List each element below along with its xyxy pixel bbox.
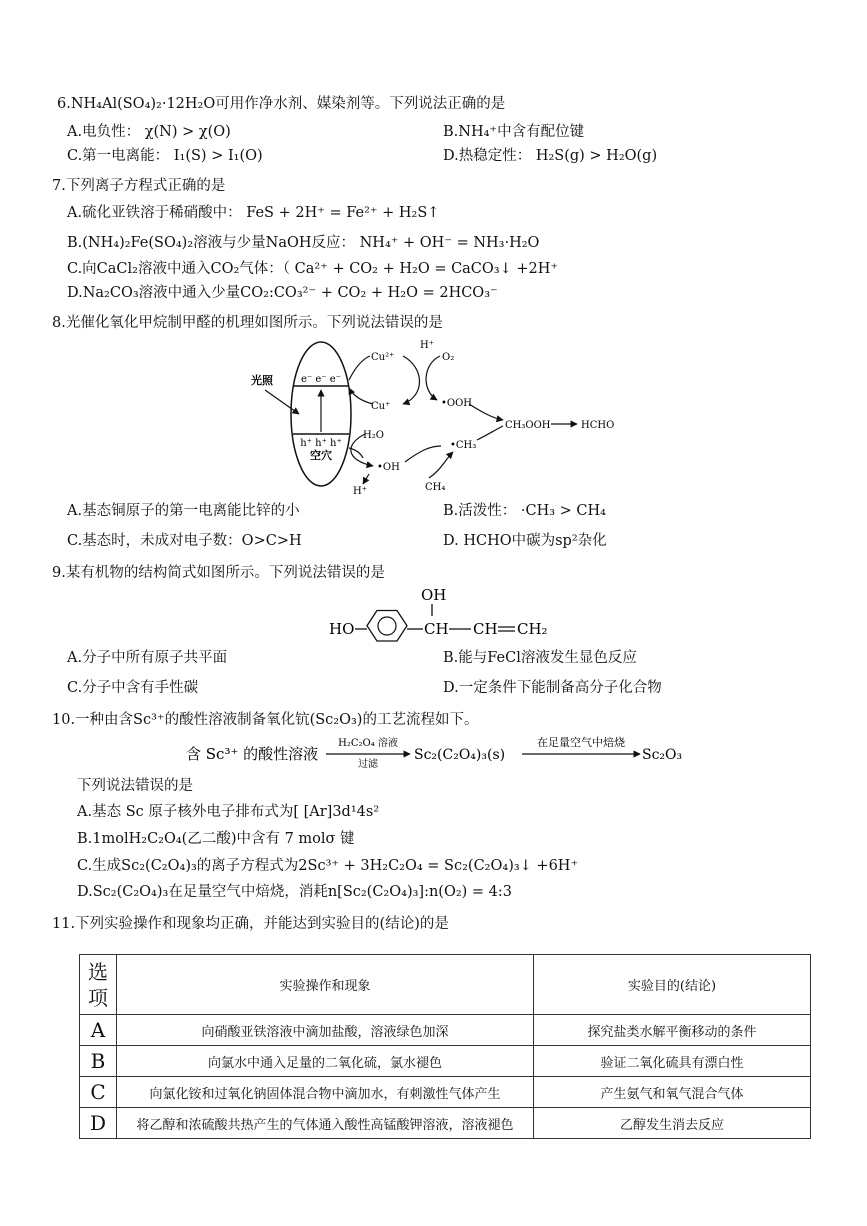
row-c-option: C	[80, 1077, 117, 1108]
cu2-label: Cu²⁺	[371, 352, 395, 363]
electrons-label: e⁻ e⁻ e⁻	[301, 374, 341, 385]
flow-start: 含 Sc³⁺ 的酸性溶液	[186, 745, 319, 763]
q11-stem: 11.下列实验操作和现象均正确，并能达到实验目的(结论)的是	[52, 916, 449, 932]
row-c-operation: 向氯化铵和过氧化钠固体混合物中滴加水，有刺激性气体产生	[117, 1077, 534, 1108]
ch3-to-ch3ooh-arrow	[477, 426, 503, 440]
hole-caption: 空穴	[310, 449, 332, 462]
table-header-row	[80, 955, 811, 1015]
q7-option-c: C.向CaCl₂溶液中通入CO₂气体：（ Ca²⁺ + CO₂ + H₂O = CaCO₃↓ +2H⁺	[67, 261, 559, 277]
light-label: 光照	[251, 374, 273, 387]
flow-mid: Sc₂(C₂O₄)₃(s)	[414, 747, 506, 763]
q9-option-d: D.一定条件下能制备高分子化合物	[443, 680, 662, 696]
q8-option-a: A.基态铜原子的第一电离能比锌的小	[67, 503, 300, 519]
row-b-option: B	[80, 1046, 117, 1077]
header-purpose: 实验目的(结论)	[534, 955, 811, 1015]
row-d-operation: 将乙醇和浓硫酸共热产生的气体通入酸性高锰酸钾溶液，溶液褪色	[117, 1108, 534, 1139]
q7-option-b: B.(NH₄)₂Fe(SO₄)₂溶液与少量NaOH反应： NH₄⁺ + OH⁻ = NH₃·H₂O	[67, 235, 540, 251]
q6-option-d: D.热稳定性： H₂S(g) > H₂O(g)	[443, 148, 658, 164]
oh-group: OH	[421, 586, 447, 604]
q7-stem: 7.下列离子方程式正确的是	[52, 178, 226, 194]
ch4-to-ch3-arrow	[429, 452, 453, 478]
o2-to-ooh-arrow	[426, 356, 440, 400]
row-a-purpose: 探究盐类水解平衡移动的条件	[534, 1015, 811, 1046]
cu1-return-arrow	[349, 388, 373, 404]
ch4-label: CH₄	[425, 482, 446, 493]
process-flow-diagram	[180, 734, 700, 772]
row-c-purpose: 产生氨气和氧气混合气体	[534, 1077, 811, 1108]
cu2-to-cu1-arrow	[403, 356, 420, 404]
q8-option-b: B.活泼性： ·CH₃ > CH₄	[443, 503, 606, 519]
q10-option-c: C.生成Sc₂(C₂O₄)₃的离子方程式为2Sc³⁺ + 3H₂C₂O₄ = Sc₂(C₂O₄)₃↓ +6H⁺	[77, 858, 579, 874]
ch-group-1: CH	[424, 620, 449, 638]
oh-to-ch3-arrow	[405, 446, 441, 462]
table-row	[80, 1046, 811, 1077]
q6-option-a: A.电负性： χ(N) > χ(O)	[67, 124, 231, 140]
ch2-group: CH₂	[517, 620, 548, 638]
ooh-to-ch3ooh-arrow	[469, 404, 503, 420]
ch3-label: •CH₃	[450, 440, 477, 451]
q8-stem: 8.光催化氧化甲烷制甲醛的机理如图所示。下列说法错误的是	[52, 315, 443, 331]
hplus-top-label: H⁺	[420, 340, 434, 351]
header-option-char-1: 选	[88, 959, 108, 984]
table-row	[80, 1015, 811, 1046]
row-a-option: A	[80, 1015, 117, 1046]
hcho-label: HCHO	[581, 420, 615, 431]
oh-label: •OH	[377, 462, 400, 473]
photocatalysis-mechanism-diagram	[245, 334, 635, 499]
q9-option-a: A.分子中所有原子共平面	[67, 650, 228, 666]
flow-arrow1-bottom: 过滤	[358, 759, 378, 770]
ho-group: HO	[329, 620, 355, 638]
benzene-ring	[367, 611, 407, 641]
ch3ooh-label: CH₃OOH	[505, 420, 551, 431]
flow-end: Sc₂O₃	[642, 747, 683, 763]
hplus-bottom-label: H⁺	[353, 486, 367, 497]
experiment-table	[79, 954, 811, 1139]
q10-sub-stem: 下列说法错误的是	[77, 778, 193, 794]
ooh-label: •OOH	[441, 398, 473, 409]
q7-option-d: D.Na₂CO₃溶液中通入少量CO₂:CO₃²⁻ + CO₂ + H₂O = 2HCO₃⁻	[67, 285, 498, 301]
q8-option-d: D. HCHO中碳为sp²杂化	[443, 533, 607, 549]
q10-option-a: A.基态 Sc 原子核外电子排布式为[ [Ar]3d¹4s²	[77, 804, 380, 820]
row-b-purpose: 验证二氧化硫具有漂白性	[534, 1046, 811, 1077]
header-operation: 实验操作和现象	[117, 955, 534, 1015]
electron-to-cu2-arrow	[349, 356, 370, 380]
table-row	[80, 1077, 811, 1108]
benzene-ring-circle	[378, 617, 396, 635]
q9-option-c: C.分子中含有手性碳	[67, 680, 199, 696]
cu1-label: Cu⁺	[371, 401, 391, 412]
table-row	[80, 1108, 811, 1139]
q6-option-c: C.第一电离能： I₁(S) > I₁(O)	[67, 148, 263, 164]
q10-stem: 10.一种由含Sc³⁺的酸性溶液制备氧化钪(Sc₂O₃)的工艺流程如下。	[52, 712, 479, 728]
flow-arrow1-top: H₂C₂O₄ 溶液	[338, 738, 398, 749]
q7-option-a: A.硫化亚铁溶于稀硝酸中： FeS + 2H⁺ = Fe²⁺ + H₂S↑	[67, 205, 440, 221]
q6-stem: 6.NH₄Al(SO₄)₂·12H₂O可用作净水剂、媒染剂等。下列说法正确的是	[57, 96, 506, 112]
q9-stem: 9.某有机物的结构简式如图所示。下列说法错误的是	[52, 565, 385, 581]
flow-arrow2-top: 在足量空气中焙烧	[537, 736, 625, 749]
row-b-operation: 向氯水中通入足量的二氧化硫，氯水褪色	[117, 1046, 534, 1077]
header-option-char-2: 项	[88, 985, 108, 1010]
q8-option-c: C.基态时，未成对电子数：O>C>H	[67, 533, 302, 549]
holes-label: h⁺ h⁺ h⁺	[300, 438, 342, 449]
row-d-purpose: 乙醇发生消去反应	[534, 1108, 811, 1139]
row-d-option: D	[80, 1108, 117, 1139]
h2o-label: H₂O	[363, 430, 384, 441]
q6-option-b: B.NH₄⁺中含有配位键	[443, 124, 585, 140]
q10-option-d: D.Sc₂(C₂O₄)₃在足量空气中焙烧，消耗n[Sc₂(C₂O₄)₃]:n(O₂) = 4:3	[77, 884, 513, 900]
ch-group-2: CH	[473, 620, 498, 638]
q9-option-b: B.能与FeCl溶液发生显色反应	[443, 650, 637, 666]
o2-label: O₂	[442, 352, 455, 363]
q10-option-b: B.1molH₂C₂O₄(乙二酸)中含有 7 molσ 键	[77, 831, 355, 847]
row-a-operation: 向硝酸亚铁溶液中滴加盐酸，溶液绿色加深	[117, 1015, 534, 1046]
hplus-release-arrow	[363, 474, 369, 484]
header-option	[80, 955, 117, 1015]
organic-structure-diagram	[325, 584, 555, 644]
